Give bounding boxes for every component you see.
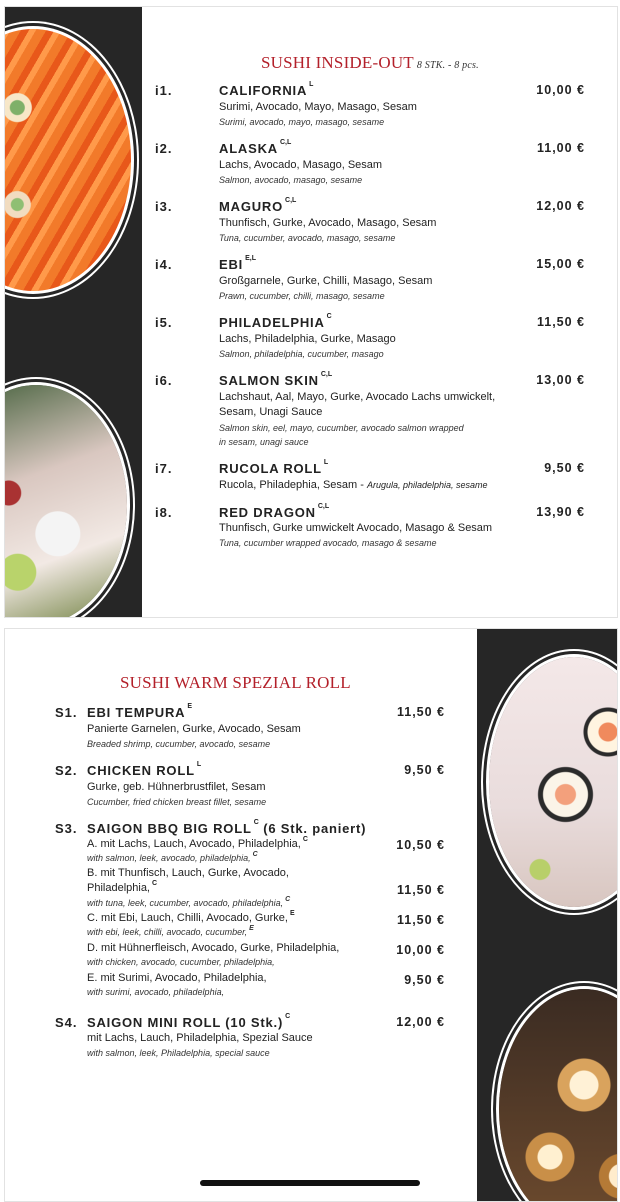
item-number: i1. — [155, 83, 173, 98]
item-name: PHILADELPHIA $^C$ — [219, 313, 332, 330]
item-number: i8. — [155, 505, 173, 520]
item-name: SAIGON BBQ BIG ROLL $^C$ (6 Stk. paniert) — [87, 819, 367, 836]
option-price: 10,00 € — [396, 943, 445, 957]
option-price: 9,50 € — [404, 973, 445, 987]
item-description-en: Salmon, philadelphia, cucumber, masago — [219, 349, 384, 359]
item-price: 15,00 € — [536, 257, 585, 271]
item-description-en: Tuna, cucumber wrapped avocado, masago & sesame — [219, 538, 437, 548]
item-price: 12,00 € — [396, 1015, 445, 1029]
item-name: RUCOLA ROLL $^L$ — [219, 459, 329, 476]
item-number: i6. — [155, 373, 173, 388]
option-price: 11,50 € — [396, 883, 445, 897]
item-price: 12,00 € — [536, 199, 585, 213]
item-description-en: Cucumber, fried chicken breast fillet, sesame — [87, 797, 267, 807]
option-price: 10,50 € — [396, 838, 445, 852]
item-description-de: mit Lachs, Lauch, Philadelphia, Spezial Sauce — [87, 1032, 313, 1044]
item-price: 13,00 € — [536, 373, 585, 387]
item-name: SALMON SKIN $^{C,L}$ — [219, 371, 333, 388]
section-title: SUSHI WARM SPEZIAL ROLL — [120, 673, 351, 692]
option-description-en: with salmon, leek, avocado, philadelphia, $^C$ — [87, 851, 258, 863]
item-description-en: Prawn, cucumber, chilli, masago, sesame — [219, 291, 385, 301]
menu-page-warm-spezial — [4, 628, 618, 1202]
item-price: 11,00 € — [536, 141, 585, 155]
section-subtitle: 8 STK. - 8 pcs. — [416, 60, 479, 71]
home-indicator-bar[interactable] — [200, 1180, 420, 1186]
food-photo-strip — [5, 7, 142, 617]
item-name: CHICKEN ROLL $^L$ — [87, 761, 202, 778]
item-description-de: Lachs, Avocado, Masago, Sesam — [219, 159, 383, 171]
item-description-de: Lachshaut, Aal, Mayo, Gurke, Avocado Lachs umwickelt, — [219, 391, 496, 403]
item-name: EBI $^{E,L}$ — [219, 255, 256, 272]
salmon-roll-photo — [489, 657, 617, 907]
option-description-en: with surimi, avocado, philadelphia, — [87, 987, 225, 997]
item-description-de: Großgarnele, Gurke, Chilli, Masago, Sesam — [219, 275, 433, 287]
item-number: i4. — [155, 257, 173, 272]
item-number: S4. — [55, 1015, 78, 1030]
item-name: ALASKA $^{C,L}$ — [219, 139, 292, 156]
item-number: i2. — [155, 141, 173, 156]
item-description-en: with salmon, leek, Philadelphia, special sauce — [87, 1048, 270, 1058]
item-number: i3. — [155, 199, 173, 214]
item-description-de: Thunfisch, Gurke, Avocado, Masago, Sesam — [219, 217, 437, 229]
item-name: MAGURO $^{C,L}$ — [219, 197, 297, 214]
item-description-en: Salmon skin, eel, mayo, cucumber, avocado salmon wrapped — [219, 423, 464, 433]
item-number: i5. — [155, 315, 173, 330]
tempura-roll-photo — [499, 989, 617, 1201]
california-roll-photo — [5, 29, 131, 291]
sashimi-plate-photo — [5, 385, 127, 617]
option-description-en: with tuna, leek, cucumber, avocado, philadelphia, $^C$ — [87, 896, 291, 908]
item-number: i7. — [155, 461, 173, 476]
item-description-en: Salmon, avocado, masago, sesame — [219, 175, 363, 185]
item-price: 13,90 € — [536, 505, 585, 519]
item-description-de: Gurke, geb. Hühnerbrustfilet, Sesam — [87, 781, 266, 793]
item-description: Rucola, Philadephia, Sesam - Arugula, philadelphia, sesame — [219, 479, 488, 491]
item-description-de: Panierte Garnelen, Gurke, Avocado, Sesam — [87, 723, 301, 735]
section-title — [261, 53, 479, 73]
item-price: 11,50 € — [396, 705, 445, 719]
item-description-en: Tuna, cucumber, avocado, masago, sesame — [219, 233, 396, 243]
option-description-en: with chicken, avocado, cucumber, philadelphia, — [87, 957, 275, 967]
section-title-text: SUSHI INSIDE-OUT — [261, 53, 414, 72]
item-number: S3. — [55, 821, 78, 836]
item-description-en: in sesam, unagi sauce — [219, 437, 309, 447]
item-number: S1. — [55, 705, 78, 720]
option-description-de: E. mit Surimi, Avocado, Philadelphia, — [87, 972, 267, 984]
item-price: 9,50 € — [544, 461, 585, 475]
item-name: EBI TEMPURA $^E$ — [87, 703, 193, 720]
option-description-de: B. mit Thunfisch, Lauch, Gurke, Avocado, — [87, 867, 289, 879]
option-description-de: Philadelphia, $^C$ — [87, 880, 158, 894]
option-description-de: C. mit Ebi, Lauch, Chilli, Avocado, Gurke, $^E$ — [87, 910, 295, 924]
item-description-de: Thunfisch, Gurke umwickelt Avocado, Masago & Sesam — [219, 522, 493, 534]
food-photo-strip — [477, 629, 617, 1201]
option-price: 11,50 € — [396, 913, 445, 927]
item-price: 10,00 € — [536, 83, 585, 97]
option-description-de: D. mit Hühnerfleisch, Avocado, Gurke, Philadelphia, — [87, 942, 340, 954]
item-description-en: Breaded shrimp, cucumber, avocado, sesame — [87, 739, 271, 749]
item-price: 9,50 € — [404, 763, 445, 777]
option-description-en: with ebi, leek, chilli, avocado, cucumber, $^E$ — [87, 925, 254, 937]
item-description-de: Sesam, Unagi Sauce — [219, 406, 323, 418]
item-number: S2. — [55, 763, 78, 778]
item-description-de: Surimi, Avocado, Mayo, Masago, Sesam — [219, 101, 417, 113]
option-description-de: A. mit Lachs, Lauch, Avocado, Philadelphia, $^C$ — [87, 836, 308, 850]
item-description-de: Lachs, Philadelphia, Gurke, Masago — [219, 333, 396, 345]
item-name: SAIGON MINI ROLL (10 Stk.) $^C$ — [87, 1013, 291, 1030]
item-price: 11,50 € — [536, 315, 585, 329]
menu-page-inside-out — [4, 6, 618, 618]
item-description-en: Surimi, avocado, mayo, masago, sesame — [219, 117, 385, 127]
item-name: CALIFORNIA $^L$ — [219, 81, 314, 98]
item-name: RED DRAGON $^{C,L}$ — [219, 503, 330, 520]
